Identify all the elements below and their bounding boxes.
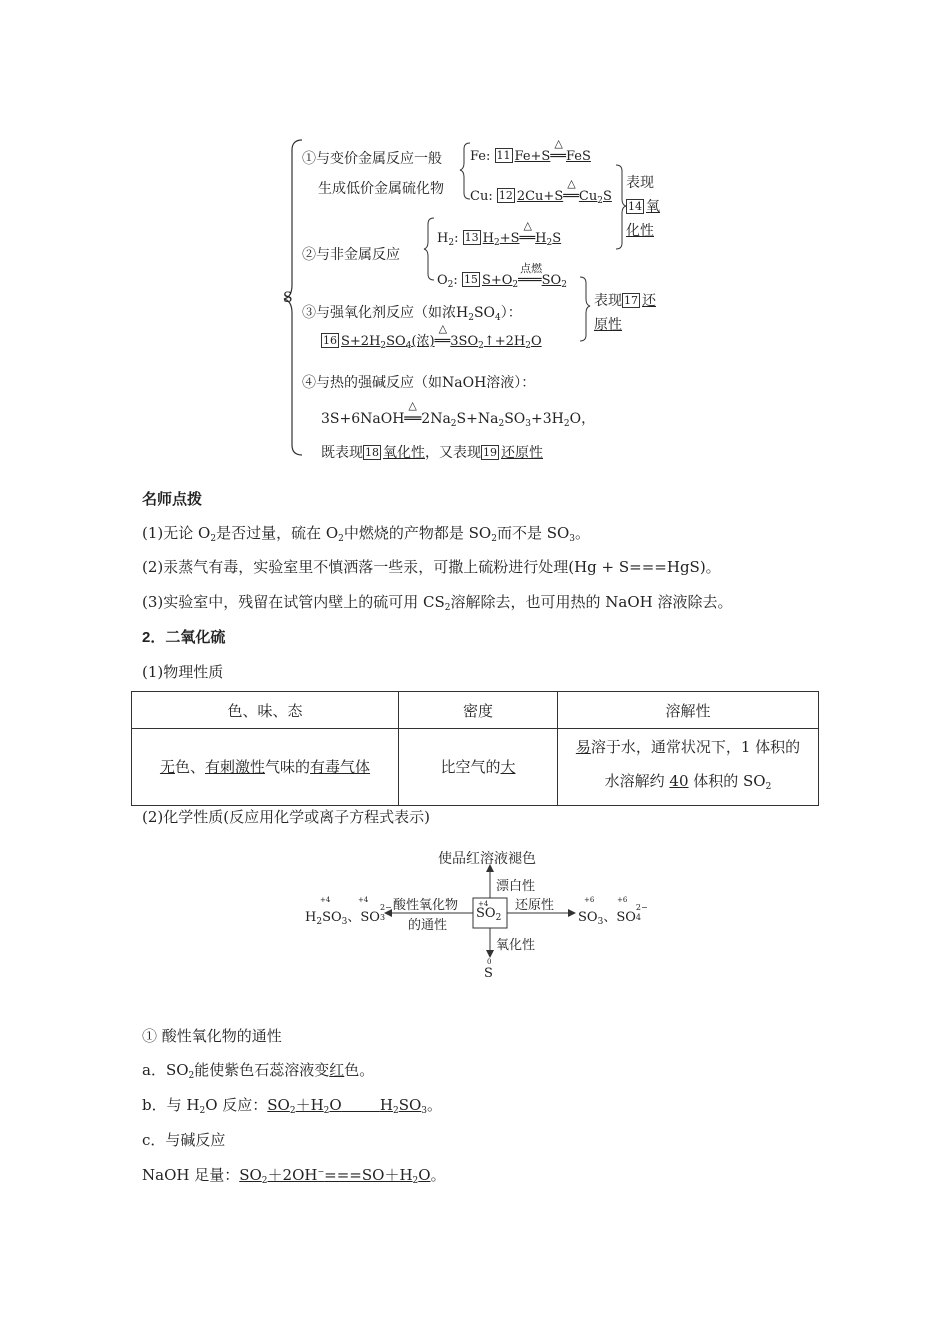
right-species: $SO_3$、SO 2− 4: [578, 903, 648, 927]
chemical-properties-heading: (2)化学性质(反应用化学或离子方程式表示): [142, 808, 430, 826]
branch-strong-oxidant: ③与强氧化剂反应（如浓$H_2SO_4$）：: [302, 305, 522, 323]
heat-equals: △ ══: [550, 137, 566, 164]
ignite-equals: 点燃 ═══: [518, 262, 543, 288]
nonmetal-brace: [424, 218, 434, 280]
branch-metal-line2: 生成低价金属硫化物: [318, 181, 444, 197]
bottom-ox: 0: [487, 958, 492, 966]
cell-color-odor-state: 无色、有刺激性气味的有毒气体: [132, 729, 399, 806]
tips-heading: 名师点拨: [142, 491, 203, 508]
physical-properties-table: [131, 691, 819, 806]
acidic-oxide-heading: ① 酸性氧化物的通性: [142, 1027, 282, 1045]
acid-item-c: c．与碱反应: [142, 1131, 226, 1149]
reducing-label-line1: 表现 17 还: [594, 293, 656, 309]
hot-base-summary: 既表现 18 氧化性，又表现 19 还原性: [321, 445, 543, 461]
heat-equals: △ ══: [434, 322, 451, 349]
h2-reaction: $H_2$: 13 $H_2+S$ △ $══H_2S$: [437, 219, 562, 248]
blank-14: 14: [628, 200, 642, 213]
section-heading: 2．二氧化硫: [142, 629, 226, 646]
blank-15: 15: [463, 273, 478, 286]
header-color-odor-state: 色、味、态: [132, 692, 399, 729]
blank-12: 12: [498, 189, 513, 202]
bottom-species: S: [484, 966, 493, 981]
branch-metal-line1: ①与变价金属反应一般: [302, 151, 442, 167]
metal-brace: [460, 143, 470, 199]
center-so2: $SO_2$: [476, 906, 502, 923]
cell-density: 比空气的大: [399, 729, 558, 806]
oxidizing-label-line2: 14 氧: [628, 199, 660, 215]
blank-18: 18: [365, 446, 379, 459]
reducing-brace: [580, 277, 590, 341]
oxidizing-label-line3: 化性: [626, 223, 654, 239]
blank-19: 19: [483, 446, 497, 459]
bleaching-label: 漂白性: [496, 879, 536, 894]
cell-solubility: 易溶于水，通常状况下，1 体积的 水溶解约 40 体积的 $SO_2$: [558, 729, 819, 806]
branch-hot-base: ④与热的强碱反应（如NaOH溶液）：: [302, 375, 536, 391]
naoh-excess-equation: NaOH 足量：$SO_2+2OH^-===SO+H_2O$。: [142, 1166, 446, 1186]
blank-13: 13: [464, 231, 479, 244]
tip-1: (1)无论 $O_2$是否过量，硫在 $O_2$中燃烧的产物都是 $SO_2$而不是 $SO_3$。: [142, 524, 591, 544]
blank-11: 11: [496, 149, 511, 162]
center-oxidation-state: +4: [478, 900, 489, 908]
heat-equals: △ ══: [519, 219, 536, 246]
oxidizing-label-line1: 表现: [626, 175, 654, 191]
oxidizing-label: 氧化性: [496, 938, 536, 953]
header-solubility: 溶解性: [558, 692, 819, 729]
right-ox-2: +6: [617, 896, 628, 904]
branch-nonmetal: ②与非金属反应: [302, 247, 400, 263]
tip-2: (2)汞蒸气有毒，实验室里不慎洒落一些汞，可撒上硫粉进行处理(Hg + S===HgS)。: [142, 558, 721, 576]
physical-properties-heading: (1)物理性质: [142, 663, 224, 681]
arrow-right: [568, 909, 576, 917]
fe-reaction: Fe: 11 Fe+S △ ══FeS: [470, 137, 591, 164]
acidic-oxide-label-1: 酸性氧化物: [393, 898, 459, 913]
acid-item-a: a．$SO_2$能使紫色石蕊溶液变红色。: [142, 1061, 375, 1081]
tip-3: (3)实验室中，残留在试管内壁上的硫可用 $CS_2$溶解除去，也可用热的 NaOH 溶液除去。: [142, 593, 733, 613]
root-sulfur: S: [283, 290, 293, 306]
decolor-label: 使品红溶液褪色: [438, 851, 536, 867]
hot-base-equation: 3S+6NaOH △ $══2Na_2S+Na_2SO_3+3H_2O$，: [321, 399, 596, 429]
blank-16: 16: [323, 334, 337, 347]
left-species: $H_2SO_3$、SO 2− 3: [305, 903, 392, 927]
arrow-down: [486, 950, 494, 958]
table-row: [132, 729, 819, 806]
acidic-oxide-label-2: 的通性: [408, 918, 448, 933]
heat-equals: △ ══: [563, 177, 579, 204]
reducing-label-line2: 原性: [594, 317, 622, 333]
header-density: 密度: [399, 692, 558, 729]
heat-equals: △ ══: [404, 399, 422, 427]
o2-reaction: $O_2$: 15 $S+O_2$ 点燃 $═══SO_2$: [437, 262, 567, 290]
blank-17: 17: [624, 294, 638, 307]
cu-reaction: Cu: 12 2Cu+S △ $══Cu_2S$: [470, 177, 612, 206]
oxidizing-brace: [616, 165, 626, 249]
right-ox-1: +6: [584, 896, 595, 904]
strong-oxidant-equation: 16 $S+2H_2SO_4$(浓) △ $══3SO_2↑+2H_2O$: [323, 322, 542, 351]
left-ox-1: +4: [320, 896, 331, 904]
acid-item-b: b．与 $H_2O$ 反应：$SO_2+H_2O$ $H_2SO_3$。: [142, 1096, 443, 1116]
left-ox-2: +4: [358, 896, 369, 904]
reducing-label: 还原性: [515, 898, 555, 913]
table-header-row: [132, 692, 819, 729]
